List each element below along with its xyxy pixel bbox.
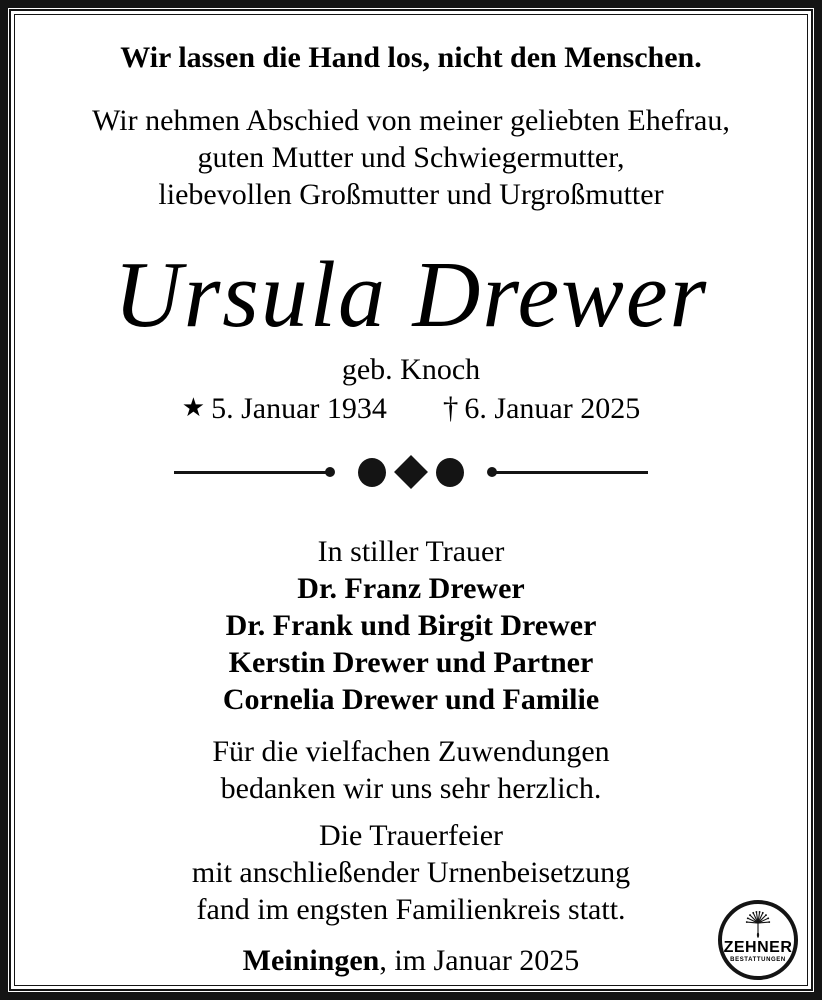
ornament-divider bbox=[15, 454, 807, 490]
intro-line: Wir nehmen Abschied von meiner geliebten Ehefrau, bbox=[92, 104, 730, 137]
death-date: 6. Januar 2025 bbox=[464, 392, 641, 425]
funeral-text bbox=[15, 817, 807, 928]
opening-quote: Wir lassen die Hand los, nicht den Menschen. bbox=[120, 41, 702, 74]
closing-line bbox=[15, 943, 807, 979]
divider-circle-left bbox=[358, 458, 386, 487]
inner-border-frame bbox=[14, 14, 808, 986]
life-dates bbox=[15, 390, 807, 428]
death-date-group bbox=[443, 392, 640, 425]
obituary-content bbox=[15, 15, 807, 985]
family-member-line: Cornelia Drewer und Familie bbox=[222, 683, 600, 716]
funeral-home-logo bbox=[718, 900, 798, 980]
funeral-line: fand im engsten Familienkreis statt. bbox=[196, 893, 626, 926]
intro-line: liebevollen Großmutter und Urgroßmutter bbox=[158, 178, 664, 211]
divider-dot-left bbox=[325, 467, 335, 477]
birth-star-icon: ★ bbox=[181, 393, 206, 422]
divider-line-right bbox=[496, 471, 648, 474]
logo-company-name: ZEHNER bbox=[723, 939, 793, 956]
funeral-line: mit anschließender Urnenbeisetzung bbox=[191, 856, 631, 889]
logo-subtitle: BESTATTUNGEN bbox=[730, 957, 786, 963]
divider-circle-right bbox=[436, 458, 464, 487]
birth-date-group bbox=[182, 392, 387, 425]
birth-date: 5. Januar 1934 bbox=[211, 392, 387, 425]
family-member-line: Dr. Frank und Birgit Drewer bbox=[225, 609, 597, 642]
closing-city: Meiningen bbox=[242, 944, 380, 977]
mourning-header: In stiller Trauer bbox=[317, 535, 505, 568]
intro-line: guten Mutter und Schwiegermutter, bbox=[197, 141, 625, 174]
death-dagger-icon: † bbox=[442, 390, 459, 425]
divider-diamond bbox=[394, 455, 428, 489]
family-member-line: Dr. Franz Drewer bbox=[297, 572, 525, 605]
thanks-line: Für die vielfachen Zuwendungen bbox=[212, 735, 610, 768]
divider-line-left bbox=[174, 471, 326, 474]
intro-text bbox=[15, 102, 807, 213]
thanks-text bbox=[15, 733, 807, 807]
middle-border-frame bbox=[9, 9, 813, 991]
deceased-name: Ursula Drewer bbox=[113, 243, 709, 347]
family-list bbox=[15, 570, 807, 718]
thanks-line: bedanken wir uns sehr herzlich. bbox=[220, 772, 602, 805]
dandelion-icon bbox=[737, 909, 779, 939]
maiden-name: geb. Knoch bbox=[341, 353, 481, 386]
family-member-line: Kerstin Drewer und Partner bbox=[228, 646, 594, 679]
closing-date: , im Januar 2025 bbox=[379, 944, 580, 977]
funeral-line: Die Trauerfeier bbox=[318, 819, 504, 852]
